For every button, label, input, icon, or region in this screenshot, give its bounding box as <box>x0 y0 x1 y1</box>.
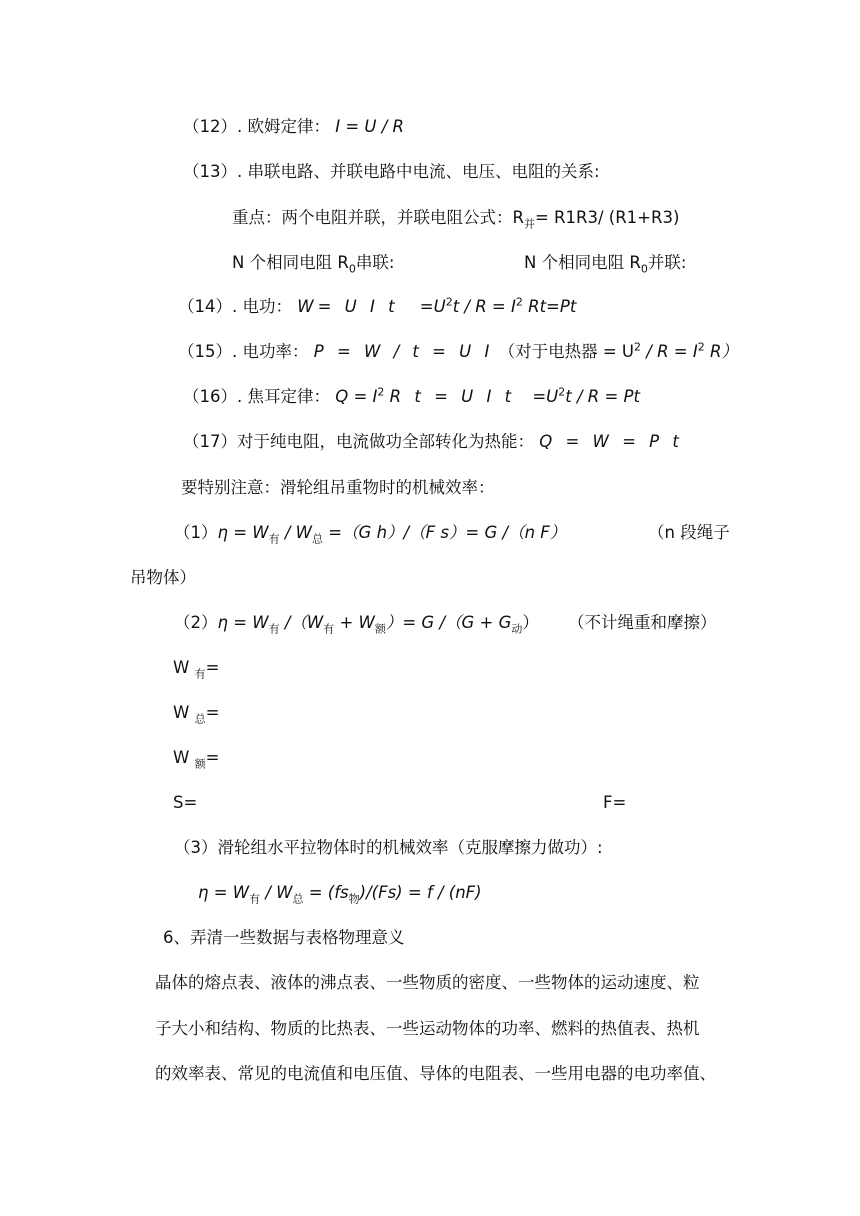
w-useful-blank <box>173 657 219 679</box>
parallel-resistance-key-point <box>232 207 679 229</box>
pure-resistance-line <box>183 431 683 453</box>
electric-work-label: （14）. 电功： <box>178 297 292 316</box>
n-parallel-subscript: 0 <box>640 262 648 276</box>
series-parallel-text: （13）. 串联电路、并联电路中电流、电压、电阻的关系: <box>183 162 600 181</box>
n-series-text: N 个相同电阻 R <box>232 253 349 272</box>
efficiency-1-eta: η = W <box>217 523 269 542</box>
n-series-subscript: 0 <box>348 262 356 276</box>
joule-law-sup-2: 2 <box>558 385 566 399</box>
efficiency-2-sub-2: 有 <box>323 622 335 636</box>
w-total-equals: = <box>205 703 220 722</box>
efficiency-1-tail-text: （n 段绳子 <box>648 523 730 542</box>
efficiency-3-heading <box>174 837 603 859</box>
paragraph-text-1: 晶体的熔点表、液体的沸点表、一些物质的密度、一些物体的运动速度、粒 <box>155 973 700 992</box>
efficiency-1-sub-1: 有 <box>268 532 280 546</box>
n-resistors-series <box>232 252 394 274</box>
electric-work-sup-1: 2 <box>445 295 453 309</box>
electric-power-formula-a: P = W / t = U I <box>313 342 494 361</box>
efficiency-3-part-d: )/(Fs) = f / (nF) <box>359 883 482 902</box>
paragraph-text-2: 子大小和结构、物质的比热表、一些运动物体的功率、燃料的热值表、热机 <box>155 1019 700 1038</box>
ohms-law-formula: I = U / R <box>335 117 405 136</box>
efficiency-3-sub-2: 总 <box>292 892 304 906</box>
electric-work-formula-c: t / R = I <box>452 297 516 316</box>
n-parallel-suffix: 并联: <box>647 253 687 272</box>
key-point-subscript: 并 <box>523 217 535 231</box>
w-total-subscript: 总 <box>194 712 206 726</box>
electric-power-formula-c: / R = I <box>646 342 698 361</box>
joule-law-formula-a: Q = I <box>335 387 378 406</box>
pulley-note <box>181 477 495 499</box>
efficiency-2-sub-4: 动 <box>511 622 523 636</box>
w-total-blank <box>173 702 219 724</box>
electric-power-formula-d: R） <box>709 342 738 361</box>
key-point-label: 重点：两个电阻并联，并联电阻公式： <box>232 208 513 227</box>
paragraph-line-1 <box>155 972 700 994</box>
w-extra-blank <box>173 747 219 769</box>
efficiency-2-close: ） <box>522 613 539 632</box>
efficiency-3-mid: / W <box>265 883 293 902</box>
paragraph-text-3: 的效率表、常见的电流值和电压值、导体的电阻表、一些用电器的电功率值、 <box>155 1064 716 1083</box>
efficiency-1-line <box>174 522 566 544</box>
w-useful-subscript: 有 <box>194 667 206 681</box>
joule-law-label: （16）. 焦耳定律： <box>183 387 330 406</box>
key-point-R: R <box>512 208 524 227</box>
electric-power-heater-text: （对于电热器 = U <box>498 342 635 361</box>
joule-law-formula-b: R t = U I t <box>389 387 516 406</box>
n-parallel-text: N 个相同电阻 R <box>524 253 641 272</box>
f-blank <box>603 792 626 814</box>
electric-work-sup-2: 2 <box>515 295 523 309</box>
efficiency-1-number: （1） <box>174 523 218 542</box>
efficiency-2-formula: ）= G /（G + G <box>385 613 512 632</box>
pure-resistance-formula: Q = W = P t <box>539 432 683 451</box>
s-equals: S= <box>173 793 198 812</box>
efficiency-2-tail-text: （不计绳重和摩擦） <box>568 613 717 632</box>
joule-law-line <box>183 386 640 408</box>
electric-work-formula-d: Rt=Pt <box>528 297 577 316</box>
section-6-heading <box>163 927 405 949</box>
efficiency-1-wrap <box>130 567 196 589</box>
joule-law-formula-c: =U <box>532 387 559 406</box>
w-useful-symbol: W <box>173 658 190 677</box>
ohms-law-label: （12）. 欧姆定律： <box>183 117 330 136</box>
joule-law-formula-d: t / R = Pt <box>565 387 640 406</box>
ohms-law-line <box>183 116 404 138</box>
efficiency-3-sub-1: 有 <box>249 892 261 906</box>
electric-power-line <box>178 341 738 363</box>
w-extra-equals: = <box>205 748 220 767</box>
w-total-symbol: W <box>173 703 190 722</box>
electric-power-sup-1: 2 <box>634 340 642 354</box>
electric-power-sup-2: 2 <box>697 340 705 354</box>
pure-resistance-label: （17）对于纯电阻，电流做功全部转化为热能： <box>183 432 534 451</box>
joule-law-sup-1: 2 <box>377 385 385 399</box>
efficiency-3-eta: η = W <box>198 883 250 902</box>
paragraph-line-2 <box>155 1018 700 1040</box>
efficiency-1-tail <box>648 522 730 544</box>
w-extra-symbol: W <box>173 748 190 767</box>
efficiency-2-number: （2） <box>174 613 218 632</box>
n-resistors-parallel <box>524 252 686 274</box>
efficiency-2-tail <box>568 612 717 634</box>
w-extra-subscript: 额 <box>194 757 206 771</box>
efficiency-2-sub-1: 有 <box>268 622 280 636</box>
series-parallel-heading <box>183 161 600 183</box>
pulley-note-text: 要特别注意：滑轮组吊重物时的机械效率： <box>181 478 495 497</box>
electric-work-formula-a: W= U I t <box>297 297 399 316</box>
efficiency-3-part-c: = (fs <box>308 883 349 902</box>
n-series-suffix: 串联: <box>355 253 395 272</box>
electric-work-line <box>178 296 576 318</box>
w-useful-equals: = <box>205 658 220 677</box>
efficiency-1-sub-2: 总 <box>311 532 323 546</box>
electric-work-formula-b: =U <box>419 297 446 316</box>
efficiency-2-plus: + W <box>339 613 375 632</box>
key-point-formula: = R1R3/ (R1+R3) <box>534 208 680 227</box>
efficiency-2-eta: η = W <box>217 613 269 632</box>
efficiency-3-formula <box>198 882 482 904</box>
section-6-text: 6、弄清一些数据与表格物理意义 <box>163 928 405 947</box>
efficiency-3-sub-3: 物 <box>348 892 360 906</box>
electric-power-label: （15）. 电功率： <box>178 342 309 361</box>
efficiency-1-mid: / W <box>284 523 312 542</box>
efficiency-1-formula: =（G h）/（F s）= G /（n F） <box>328 523 567 542</box>
efficiency-2-mid: /（W <box>284 613 324 632</box>
efficiency-2-sub-3: 额 <box>374 622 386 636</box>
efficiency-3-text: （3）滑轮组水平拉物体时的机械效率（克服摩擦力做功）: <box>174 838 603 857</box>
efficiency-2-line <box>174 612 539 634</box>
paragraph-line-3 <box>155 1063 716 1085</box>
f-equals: F= <box>603 793 627 812</box>
s-blank <box>173 792 197 814</box>
efficiency-1-wrap-text: 吊物体） <box>130 568 196 587</box>
